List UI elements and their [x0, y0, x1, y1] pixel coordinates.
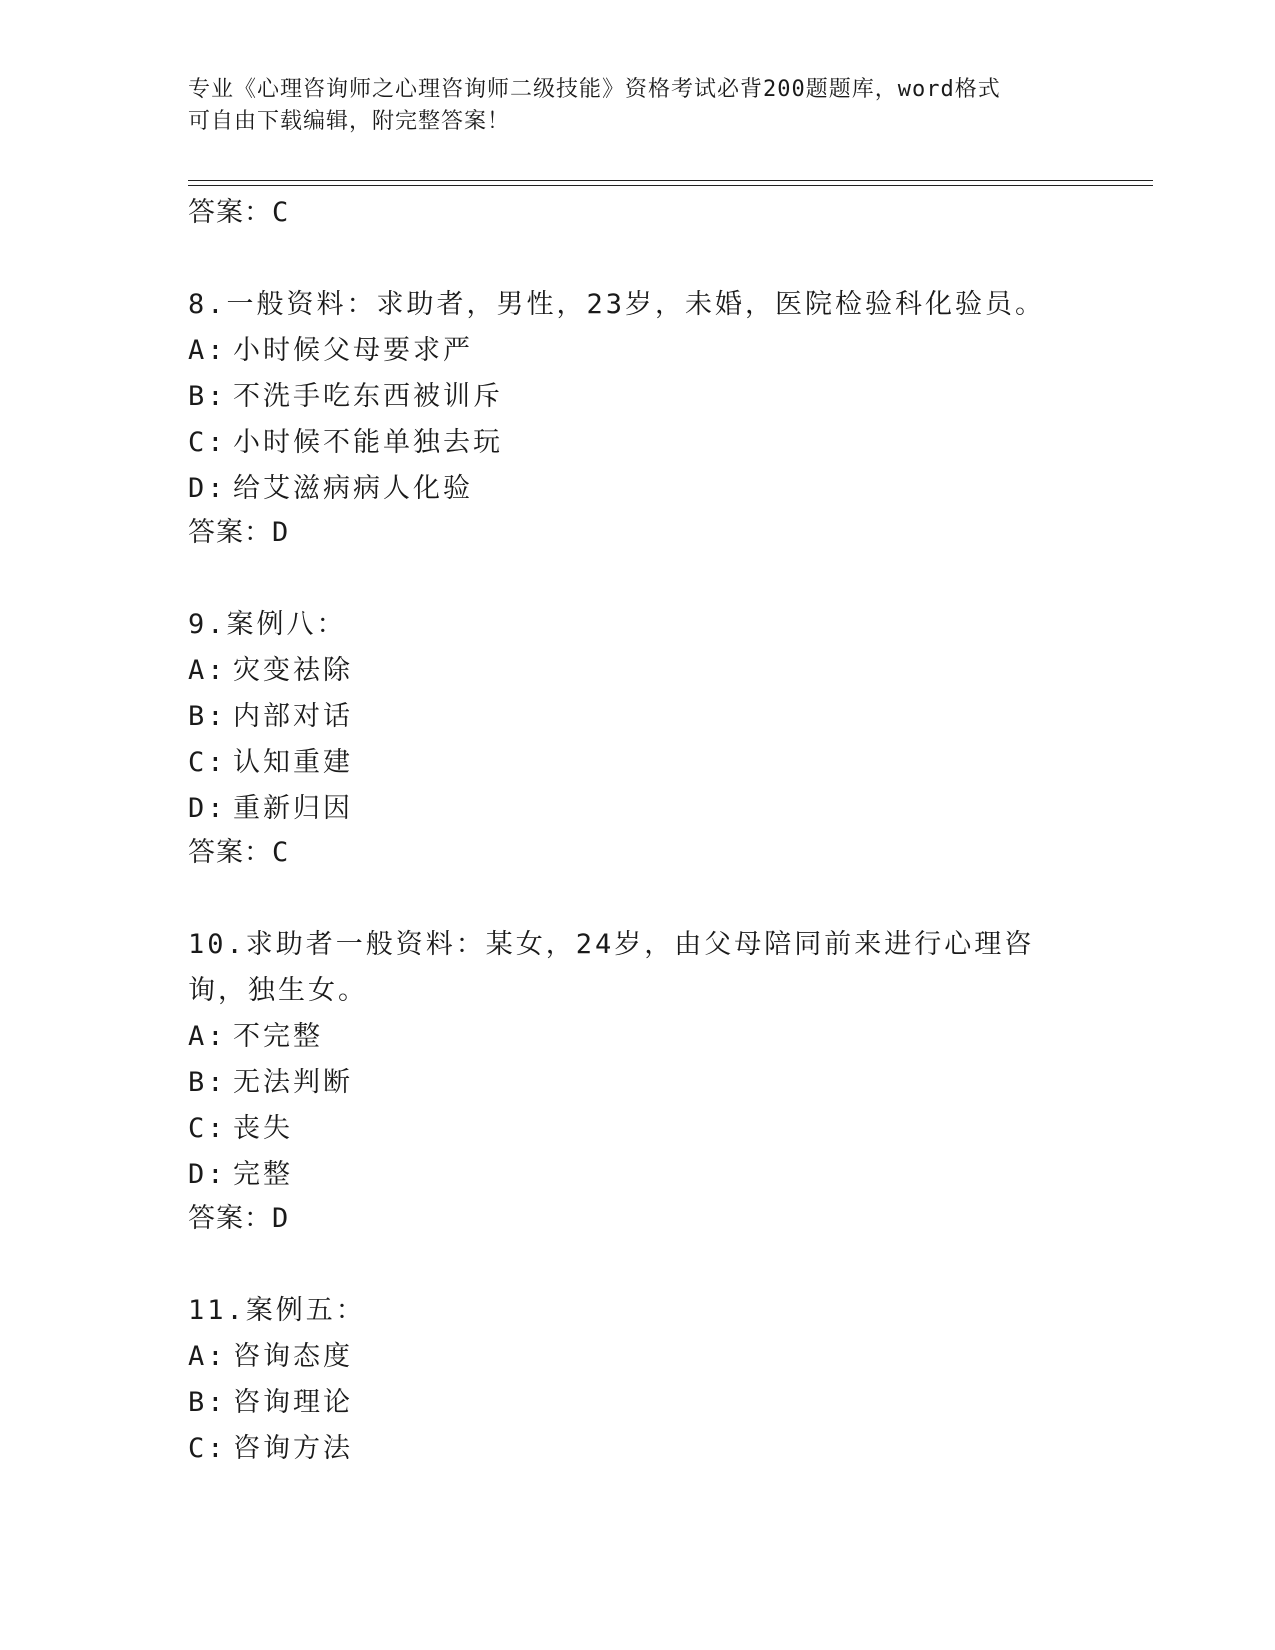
option-key: B: [188, 1067, 227, 1098]
option-key: A: [188, 1341, 227, 1372]
option-key: B: [188, 381, 227, 412]
option-text: 咨询方法 [233, 1433, 353, 1464]
option-text: 内部对话 [233, 701, 353, 732]
option-key: A: [188, 1021, 227, 1052]
option-key: D: [188, 1159, 227, 1190]
question-item [188, 602, 1088, 878]
question-stem: 9.案例八： [188, 609, 347, 640]
option-a [188, 648, 1088, 694]
header-rule-bottom [188, 185, 1153, 186]
document-header [188, 74, 1088, 138]
option-key: B: [188, 701, 227, 732]
option-key: D: [188, 473, 227, 504]
header-rule-top [188, 180, 1153, 181]
answer-line: 答案：C [188, 197, 290, 228]
option-text: 不完整 [233, 1021, 323, 1052]
option-text: 给艾滋病病人化验 [233, 473, 473, 504]
option-key: D: [188, 793, 227, 824]
header-line-1: 专业《心理咨询师之心理咨询师二级技能》资格考试必背200题题库，word格式 [188, 77, 1001, 102]
answer-line: 答案：C [188, 837, 290, 868]
option-text: 认知重建 [233, 747, 353, 778]
answer-line: 答案：D [188, 1203, 290, 1234]
option-key: A: [188, 655, 227, 686]
question-list [188, 192, 1088, 1472]
option-key: C: [188, 1113, 227, 1144]
question-item [188, 1288, 1088, 1472]
option-key: A: [188, 335, 227, 366]
option-key: C: [188, 427, 227, 458]
option-text: 完整 [233, 1159, 293, 1190]
option-c [188, 1426, 1088, 1472]
option-key: C: [188, 1433, 227, 1464]
option-c [188, 1106, 1088, 1152]
question-item [188, 282, 1088, 558]
option-key: B: [188, 1387, 227, 1418]
option-b [188, 1060, 1088, 1106]
option-text: 小时候父母要求严 [233, 335, 473, 366]
option-c [188, 740, 1088, 786]
option-text: 丧失 [233, 1113, 293, 1144]
option-a [188, 1014, 1088, 1060]
option-text: 不洗手吃东西被训斥 [233, 381, 503, 412]
option-text: 咨询理论 [233, 1387, 353, 1418]
option-d [188, 786, 1088, 832]
answer-line: 答案：D [188, 517, 290, 548]
option-a [188, 328, 1088, 374]
option-b [188, 694, 1088, 740]
option-key: C: [188, 747, 227, 778]
option-text: 重新归因 [233, 793, 353, 824]
question-stem: 8.一般资料：求助者，男性，23岁，未婚，医院检验科化验员。 [188, 289, 1046, 320]
option-d [188, 466, 1088, 512]
option-text: 咨询态度 [233, 1341, 353, 1372]
option-a [188, 1334, 1088, 1380]
header-line-2: 可自由下载编辑，附完整答案！ [188, 109, 511, 134]
option-b [188, 374, 1088, 420]
option-b [188, 1380, 1088, 1426]
option-c [188, 420, 1088, 466]
option-d [188, 1152, 1088, 1198]
question-item [188, 922, 1088, 1244]
option-text: 小时候不能单独去玩 [233, 427, 503, 458]
question-stem: 10.求助者一般资料：某女，24岁，由父母陪同前来进行心理咨询，独生女。 [188, 929, 1035, 1006]
option-text: 无法判断 [233, 1067, 353, 1098]
question-stem: 11.案例五： [188, 1295, 366, 1326]
option-text: 灾变祛除 [233, 655, 353, 686]
